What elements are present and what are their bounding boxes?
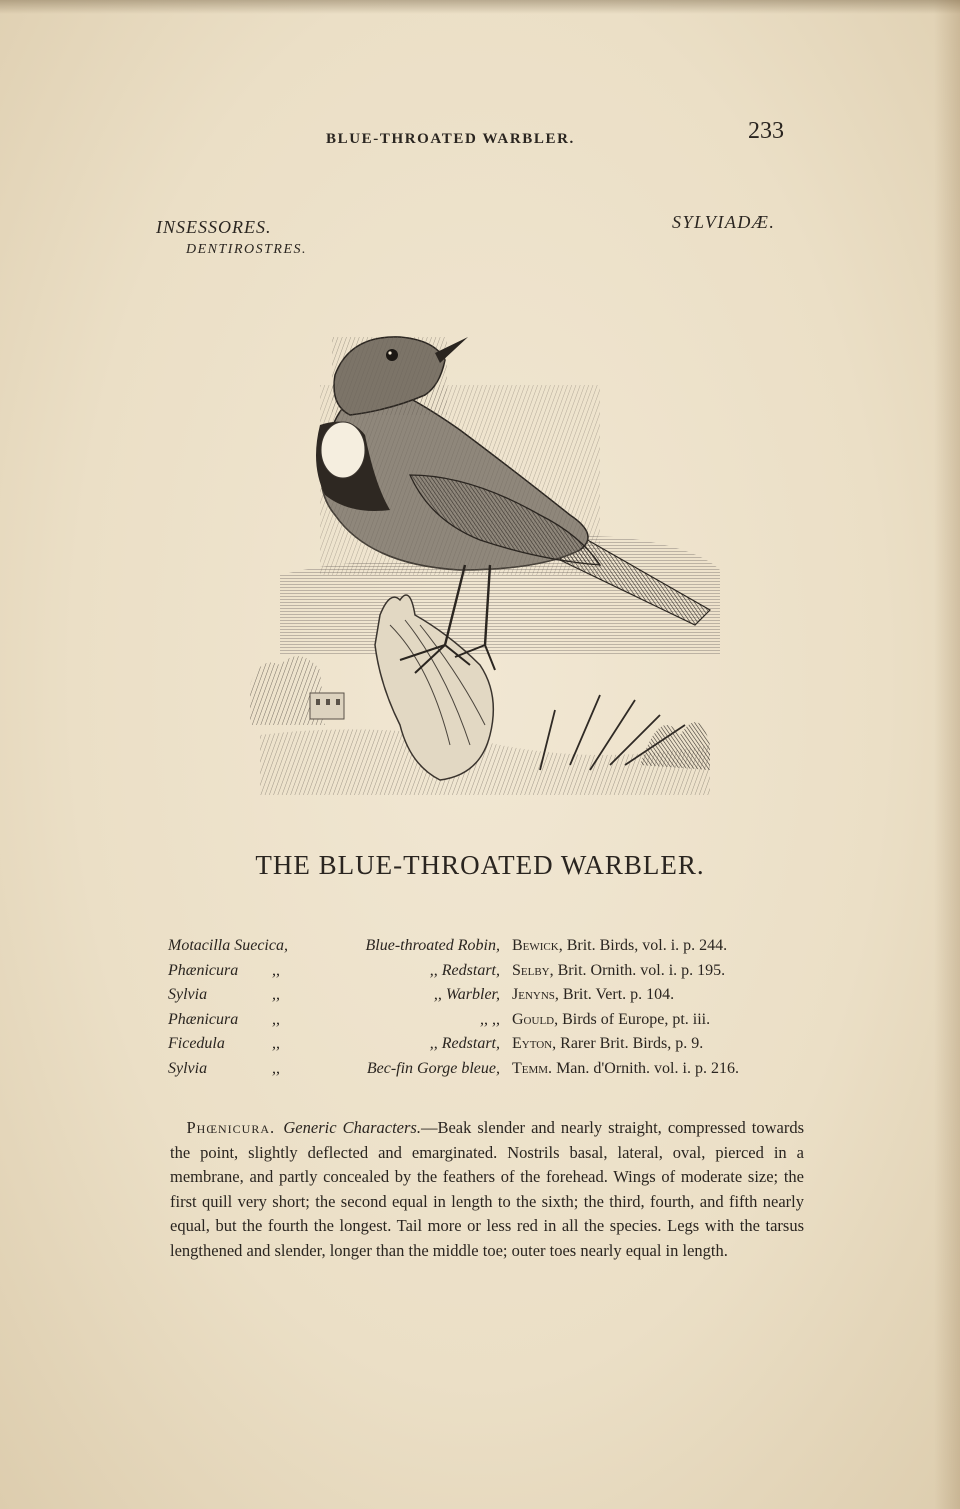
synonymy-reference bbox=[512, 934, 808, 959]
genus-label: Phœnicura. bbox=[186, 1118, 276, 1137]
synonymy-common-name: ,, ,, bbox=[480, 1010, 500, 1028]
synonymy-genus: Ficedula bbox=[168, 1035, 225, 1053]
page-number: 233 bbox=[748, 118, 784, 144]
generic-characters-subhead: Generic Characters. bbox=[283, 1118, 421, 1137]
synonymy-common-name: Blue-throated Robin, bbox=[365, 937, 500, 955]
synonymy-ditto: ,, bbox=[272, 1059, 280, 1077]
page-shadow-top bbox=[0, 0, 960, 14]
page-shadow-right bbox=[934, 0, 960, 1509]
synonymy-ditto: ,, bbox=[272, 1035, 280, 1053]
synonymy-genus: Phænicura bbox=[168, 1010, 239, 1028]
synonymy-citation: Birds of Europe, pt. iii. bbox=[562, 1010, 711, 1028]
order-label: INSESSORES. bbox=[156, 217, 272, 237]
synonymy-row bbox=[168, 1057, 808, 1082]
synonymy-row bbox=[168, 983, 808, 1008]
synonymy-author: Jenyns, bbox=[512, 986, 559, 1004]
synonymy-genus: Sylvia bbox=[168, 986, 208, 1004]
synonymy-author: Eyton, bbox=[512, 1035, 557, 1053]
plate-title: THE BLUE-THROATED WARBLER. bbox=[255, 850, 705, 880]
bird-engraving-icon bbox=[240, 325, 740, 795]
synonymy-reference bbox=[512, 1032, 808, 1057]
synonymy-common-name: ,, Redstart, bbox=[429, 1035, 500, 1053]
synonymy-reference bbox=[512, 1008, 808, 1033]
synonymy-reference bbox=[512, 959, 808, 984]
synonymy-common-name: Bec-fin Gorge bleue, bbox=[366, 1059, 500, 1077]
synonymy-common-name: ,, Redstart, bbox=[429, 961, 500, 979]
synonymy-citation: Man. d'Ornith. vol. i. p. 216. bbox=[556, 1059, 739, 1077]
synonymy-ditto: ,, bbox=[272, 986, 280, 1004]
synonymy-citation: Brit. Birds, vol. i. p. 244. bbox=[566, 937, 728, 955]
suborder-label: DENTIROSTRES. bbox=[186, 242, 307, 257]
running-title: BLUE-THROATED WARBLER. bbox=[326, 131, 575, 147]
synonymy-row bbox=[168, 1008, 808, 1033]
synonymy-ditto: ,, bbox=[272, 1010, 280, 1028]
synonymy-common-name: ,, Warbler, bbox=[433, 986, 500, 1004]
synonymy-reference bbox=[512, 983, 808, 1008]
generic-characters-paragraph bbox=[170, 1116, 804, 1263]
synonymy-ditto: ,, bbox=[272, 961, 280, 979]
synonymy-author: Bewick, bbox=[512, 937, 563, 955]
family-label: SYLVIADÆ. bbox=[672, 212, 776, 232]
synonymy-row bbox=[168, 959, 808, 984]
synonymy-row bbox=[168, 934, 808, 959]
synonymy-genus: Motacilla Suecica, bbox=[168, 937, 288, 955]
synonymy-citation: Brit. Ornith. vol. i. p. 195. bbox=[557, 961, 726, 979]
synonymy-reference bbox=[512, 1057, 808, 1082]
synonymy-author: Gould, bbox=[512, 1010, 559, 1028]
synonymy-table bbox=[168, 934, 808, 1081]
synonymy-genus: Sylvia bbox=[168, 1059, 208, 1077]
synonymy-citation: Rarer Brit. Birds, p. 9. bbox=[560, 1035, 704, 1053]
synonymy-author: Temm. bbox=[512, 1059, 553, 1077]
synonymy-author: Selby, bbox=[512, 961, 554, 979]
synonymy-citation: Brit. Vert. p. 104. bbox=[562, 986, 675, 1004]
synonymy-genus: Phænicura bbox=[168, 961, 239, 979]
generic-characters-text: —Beak slender and nearly straight, compressed towards the point, slightly deflected and emarginated. Nostrils basal, lateral, oval, pierced in a membrane, and partly concealed by the feathers of the forehead. Wings of moderate size; the first quill very short; the second equal in length to the sixth; the third, fourth, and fifth nearly equal, but the fourth the longest. Tail more or less red in all the species. Legs with the tarsus lengthened and slender, longer than the middle toe; outer toes nearly equal in length. bbox=[170, 1118, 804, 1260]
synonymy-row bbox=[168, 1032, 808, 1057]
